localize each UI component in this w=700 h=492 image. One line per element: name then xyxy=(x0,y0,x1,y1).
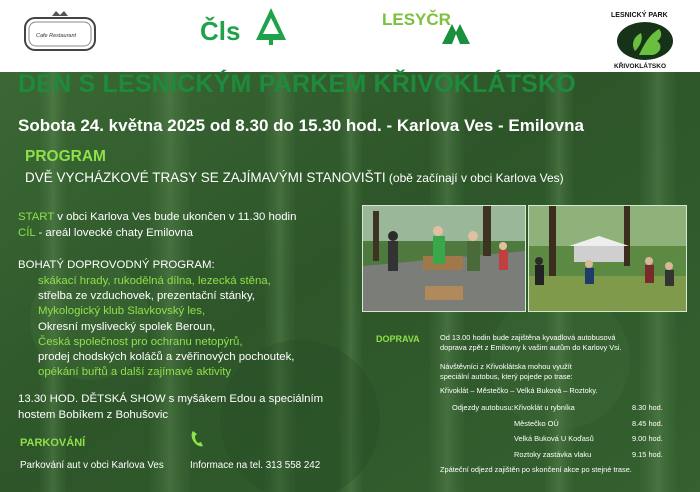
start-label: START xyxy=(18,211,55,223)
stop-name: Velká Buková U Koďasů xyxy=(514,434,594,443)
list-item: Mykologický klub Slavkovský les, xyxy=(38,305,206,318)
parking-text: Parkování aut v obci Karlova Ves xyxy=(20,460,164,471)
list-item: skákací hrady, rukodělná dílna, lezecká stěna, xyxy=(38,275,271,287)
forest-mark-icon xyxy=(440,22,472,46)
stop-time: 8.30 hod. xyxy=(632,403,663,412)
photo-forest-stalls xyxy=(528,205,687,312)
routes-main: DVĚ VYCHÁZKOVÉ TRASY SE ZAJÍMAVÝMI STANOVIŠTI xyxy=(25,170,386,185)
start-line xyxy=(18,210,296,225)
restaurant-logo xyxy=(22,9,98,53)
list-item: Česká společnost pro ochranu netopýrů, xyxy=(38,335,243,348)
return-info: Zpáteční odjezd zajištěn po skončení akce po stejné trase. xyxy=(440,465,632,474)
start-text: v obci Karlova Ves bude ukončen v 11.30 hodin xyxy=(54,211,297,223)
stops-heading: Odjezdy autobusu: xyxy=(452,403,514,412)
list-item: prodej chodských koláčů a zvěřinových pochoutek, xyxy=(38,351,295,364)
stop-time: 9.00 hod. xyxy=(632,434,663,443)
accompanying-list xyxy=(38,274,294,380)
tree-icon xyxy=(254,6,288,46)
stop-name: Křivoklát u rybníka xyxy=(514,403,575,412)
poster-title: DEN S LESNICKÝM PARKEM KŘIVOKLÁTSKO xyxy=(18,70,576,98)
routes-line xyxy=(25,170,564,185)
transport-heading: DOPRAVA xyxy=(376,334,420,344)
program-heading: PROGRAM xyxy=(25,148,106,165)
capercaillie-icon xyxy=(615,21,675,61)
stop-name: Městečko OÚ xyxy=(514,419,559,428)
lesnicky-park-logo xyxy=(605,6,685,68)
finish-text: - areál lovecké chaty Emilovna xyxy=(35,227,193,239)
list-item: Okresní myslivecký spolek Beroun, xyxy=(38,320,216,333)
restaurant-logo-text: Cafe Restaurant xyxy=(36,33,77,39)
show-line-1: 13.30 HOD. DĚTSKÁ SHOW s myšákem Edou a speciálním xyxy=(18,393,324,405)
restaurant-logo-icon xyxy=(22,9,98,53)
lesnicky-park-logo-subtext: KŘIVOKLÁTSKO xyxy=(614,63,666,70)
logo-bar xyxy=(0,0,700,72)
stop-name: Roztoky zastávka vlaku xyxy=(514,450,592,459)
lesy-cr-logo xyxy=(382,10,482,46)
lesy-cr-logo-text: LESYČR xyxy=(382,10,451,29)
list-item: střelba ze vzduchovek, prezentační stánky, xyxy=(38,290,255,303)
phone-icon xyxy=(190,430,204,448)
stop-time: 8.45 hod. xyxy=(632,419,663,428)
show-line-2: hostem Bobíkem z Bohušovic xyxy=(18,409,169,421)
transport-line-2: doprava zpět z Emilovny k vašim autům do Karlovy Vsi. xyxy=(440,343,622,352)
transport-line-1: Od 13.00 hodin bude zajištěna kyvadlová autobusová xyxy=(440,333,616,342)
transport-line-3: Návštěvníci z Křivoklátska mohou využít xyxy=(440,362,572,371)
lesnicky-park-logo-text: LESNICKÝ PARK xyxy=(611,12,668,19)
cls-logo-text: Čls xyxy=(200,16,241,46)
transport-route: Křivoklát – Městečko – Velká Buková – Roztoky. xyxy=(440,386,598,395)
finish-line xyxy=(18,226,193,241)
event-date-line: Sobota 24. května 2025 od 8.30 do 15.30 hod. - Karlova Ves - Emilovna xyxy=(18,116,584,135)
finish-label: CÍL xyxy=(18,227,36,239)
transport-line-4: speciální autobus, který pojede po trase: xyxy=(440,372,573,381)
photo-children-games xyxy=(362,205,526,312)
accompanying-heading: BOHATÝ DOPROVODNÝ PROGRAM: xyxy=(18,259,215,271)
phone-info: Informace na tel. 313 558 242 xyxy=(190,460,321,471)
photo-forest-stalls-image xyxy=(529,206,686,311)
parking-heading: PARKOVÁNÍ xyxy=(20,437,86,449)
cls-logo xyxy=(200,6,290,50)
routes-note: (obě začínají v obci Karlova Ves) xyxy=(385,171,564,185)
photo-children-games-image xyxy=(363,206,525,311)
stop-time: 9.15 hod. xyxy=(632,450,663,459)
list-item: opékání buřtů a další zajímavé aktivity xyxy=(38,366,232,379)
